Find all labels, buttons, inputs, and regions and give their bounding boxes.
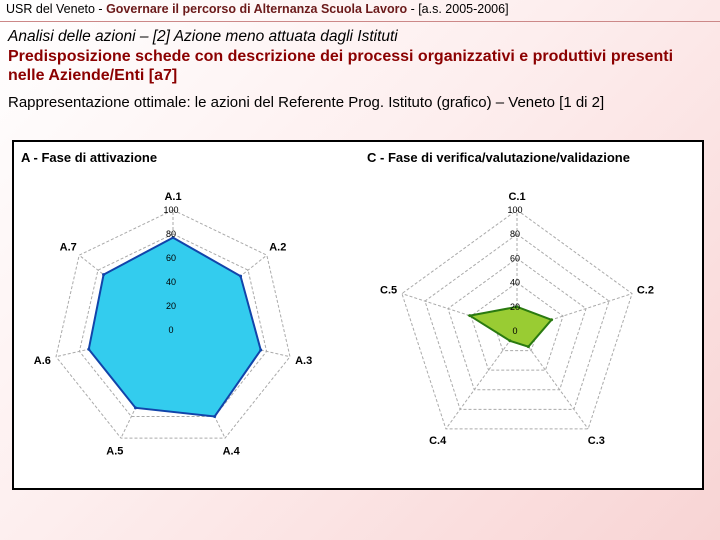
radar-a-point-a6 [87,348,90,351]
radar-a-point-a5 [134,406,137,409]
radar-chart-a [14,172,354,472]
radar-a-tick-label: 100 [163,205,179,215]
radar-c-category-c3: C.3 [587,435,605,448]
radar-a-tick-label: 40 [165,277,177,287]
radar-c-point-c2 [550,318,553,321]
radar-c-point-c3 [527,345,530,348]
radar-a-category-a1: A.1 [164,191,182,203]
radar-c-tick-label: 60 [509,253,521,264]
radar-c-tick-label: 40 [509,277,521,288]
radar-a-point-a2 [239,275,242,278]
radar-c-tick-label: 100 [507,205,523,215]
header-year: - [a.s. 2005-2006] [410,2,509,16]
radar-a-point-a3 [259,349,262,352]
slide-header [6,2,509,16]
radar-a-tick-label: 80 [165,229,177,239]
radar-c-point-c5 [468,314,471,317]
radar-a-category-a7: A.7 [59,241,77,254]
heading: Predisposizione schede con descrizione dei processi organizzativi e produttivi presenti nelle Aziende/Enti [a7] [8,48,674,84]
header-divider [0,21,720,22]
radar-a-category-a3: A.3 [295,354,313,367]
chart-a-title: A - Fase di attivazione [21,150,158,165]
radar-c-point-c4 [508,339,511,342]
caption: Rappresentazione ottimale: le azioni del Referente Prog. Istituto (grafico) – Veneto [1 di 2] [8,94,605,111]
radar-c-tick-label: 80 [509,229,521,240]
radar-a-category-a4: A.4 [222,445,240,458]
radar-a-tick-label: 60 [165,253,177,263]
radar-a-category-a6: A.6 [33,354,51,367]
radar-c-category-c4: C.4 [429,435,447,448]
header-title: Governare il percorso di Alternanza Scuola Lavoro [106,2,408,16]
radar-c-spoke [446,331,517,429]
radar-a-point-a4 [213,415,216,418]
radar-a-point-a7 [102,273,105,276]
radar-a-tick-label: 0 [168,325,174,335]
subtitle: Analisi delle azioni – [2] Azione meno attuata dagli Istituti [8,28,398,45]
chart-c-title: C - Fase di verifica/valutazione/validazione [367,150,630,165]
radar-a-data-area [89,238,261,417]
radar-c-category-c5: C.5 [380,284,398,297]
radar-a-category-a5: A.5 [106,445,124,458]
header-org: USR del Veneto - [6,2,103,16]
radar-c-category-c2: C.2 [636,284,654,297]
radar-a-tick-label: 20 [165,301,177,311]
radar-c-category-c1: C.1 [508,191,526,203]
radar-c-tick-label: 0 [512,326,518,336]
radar-chart-c [368,180,693,468]
radar-c-tick-label: 20 [509,301,521,312]
radar-a-category-a2: A.2 [269,241,287,254]
